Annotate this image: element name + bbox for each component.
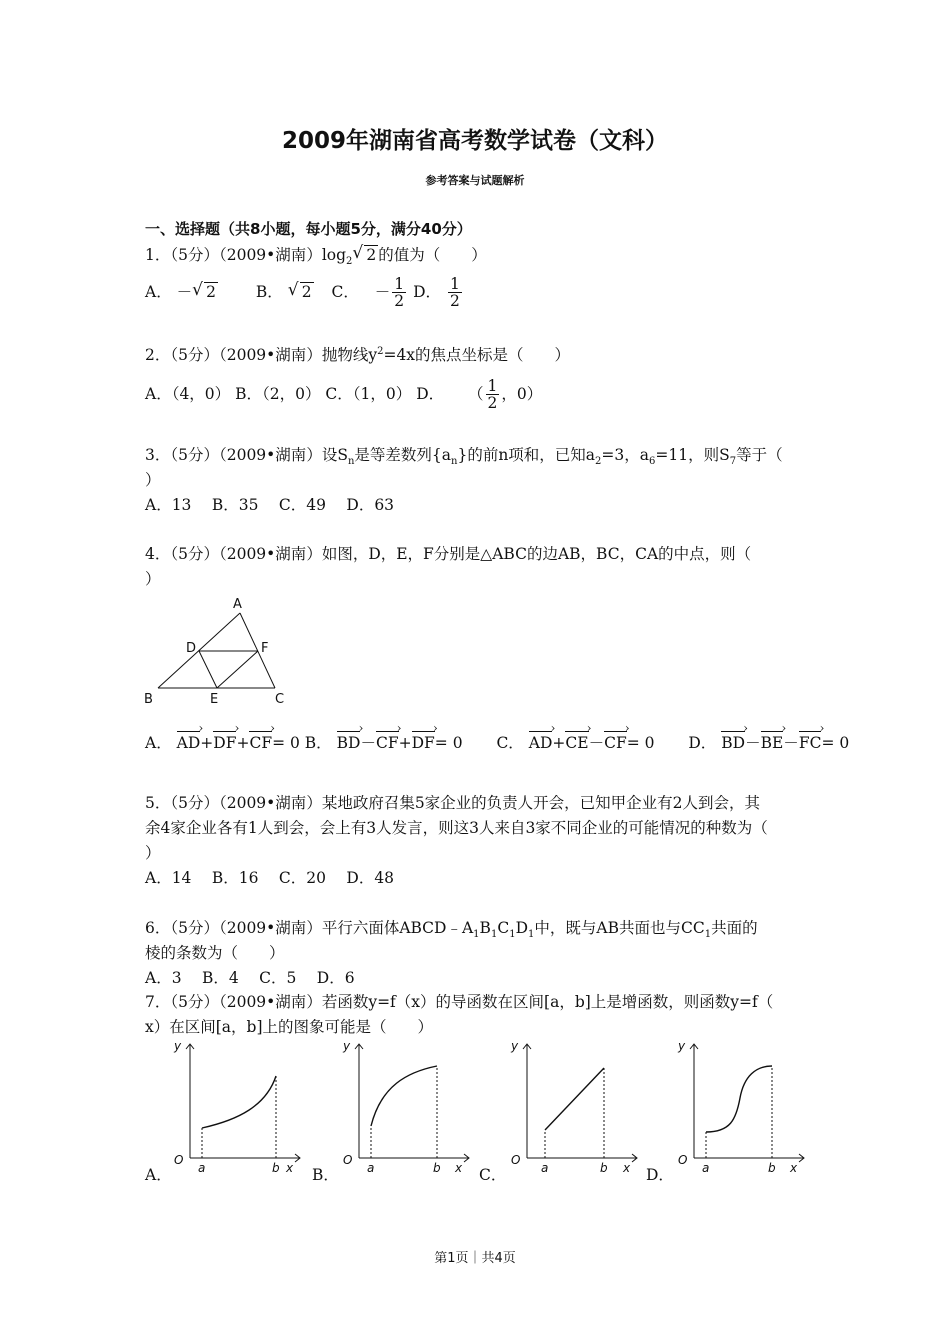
- question-5-line-1: 5．（5分）（2009•湖南）某地政府召集5家企业的负责人开会，已知甲企业有2人到会，其: [145, 794, 761, 812]
- svg-text:b: b: [433, 1161, 441, 1175]
- option-b: B．: [304, 734, 332, 752]
- label-a: A: [233, 597, 242, 612]
- svg-text:a: a: [367, 1161, 375, 1175]
- triangle-figure: [140, 595, 300, 710]
- svg-text:b: b: [768, 1161, 776, 1175]
- option-d: D．: [688, 734, 717, 752]
- option-a: A．（4，0）: [145, 384, 231, 403]
- option-b: B．（2，0）: [235, 384, 321, 403]
- question-1-stem: 1．（5分）（2009•湖南）$\log_2√$ 2 的值为（ ）: [145, 243, 487, 267]
- question-3-stem-end: ）: [145, 471, 161, 489]
- label-e: E: [210, 692, 219, 707]
- segment-de: [199, 651, 217, 688]
- option-a: A．: [145, 734, 172, 752]
- label-c: C: [275, 692, 285, 707]
- option-c: C．: [479, 1166, 507, 1184]
- svg-text:y: y: [511, 1039, 519, 1053]
- svg-text:x: x: [790, 1161, 798, 1175]
- option-b: B．: [255, 282, 283, 301]
- question-4-stem-end: ）: [145, 570, 161, 588]
- section-heading: 一、选择题（共8小题，每小题5分，满分40分）: [145, 220, 472, 238]
- option-b: B．: [312, 1166, 339, 1184]
- svg-text:x: x: [286, 1161, 294, 1175]
- label-d: D: [186, 641, 197, 656]
- option-a: A．: [145, 282, 172, 301]
- question-5-options: A．14 B．16 C．20 D．48: [145, 869, 395, 887]
- label-b: B: [144, 692, 153, 707]
- graph-c: [505, 1038, 645, 1178]
- label-f: F: [261, 641, 269, 656]
- svg-text:b: b: [272, 1161, 280, 1175]
- question-7-line-1: 7．（5分）（2009•湖南）若函数y=f（x）的导函数在区间[a，b]上是增函数，则函数y=f（: [145, 993, 774, 1011]
- question-6-options: A．3 B．4 C．5 D．6: [145, 969, 355, 987]
- graph-b: [337, 1038, 477, 1178]
- svg-text:y: y: [678, 1039, 686, 1053]
- page-footer: 第1页｜共4页: [434, 1251, 516, 1266]
- svg-text:x: x: [455, 1161, 463, 1175]
- question-3-stem: 3．（5分）（2009•湖南）设$S_n$是等差数列$\{a_n\}$的前n项和，已知$a_2=3$，$a_6=11$，则$S_7$等于（: [145, 446, 783, 468]
- question-2-stem: 2．（5分）（2009•湖南）抛物线$y^2=4x$的焦点坐标是（ ）: [145, 345, 571, 364]
- graph-d: [672, 1038, 812, 1178]
- question-6-line-1: 6．（5分）（2009•湖南）平行六面体$ABCD﹣A_1B_1C_1D_1$中，既与AB共面也与$CC_1$共面的: [145, 919, 758, 941]
- option-c: C．: [496, 734, 524, 752]
- segment-ef: [217, 651, 258, 688]
- svg-text:O: O: [511, 1153, 521, 1167]
- option-c: C．（1，0）: [325, 384, 412, 403]
- svg-text:O: O: [343, 1153, 353, 1167]
- option-d: D．: [416, 384, 445, 403]
- option-a: A．: [145, 1166, 172, 1184]
- question-4-stem: 4．（5分）（2009•湖南）如图，D，E，F分别是△ABC的边AB，BC，CA的中点，则（: [145, 545, 752, 563]
- question-5-line-3: ）: [145, 844, 161, 862]
- svg-text:a: a: [198, 1161, 206, 1175]
- svg-text:a: a: [541, 1161, 549, 1175]
- option-d: D．: [646, 1166, 674, 1184]
- svg-text:O: O: [174, 1153, 184, 1167]
- svg-text:a: a: [702, 1161, 710, 1175]
- svg-text:x: x: [623, 1161, 631, 1175]
- question-7-line-2: x）在区间[a，b]上的图象可能是（ ）: [145, 1018, 433, 1036]
- option-d: D．: [413, 282, 441, 301]
- page-subtitle: 参考答案与试题解析: [425, 174, 525, 187]
- svg-text:b: b: [600, 1161, 608, 1175]
- question-6-line-2: 棱的条数为（ ）: [145, 944, 285, 962]
- question-2-options: A．（4，0） B．（2，0） C．（1，0） D． （ $\frac{1}{2}$ ，0）: [145, 377, 543, 412]
- svg-text:y: y: [174, 1039, 182, 1053]
- question-4-options: A． AD ›+DF ›+CF ›= 0 B． BD ›－CF ›+DF ›= 0 C． AD ›+CE ›－CF ›= 0 D． BD ›－BE ›－FC ›= 0: [145, 731, 849, 753]
- svg-text:O: O: [678, 1153, 688, 1167]
- question-3-options: A．13 B．35 C．49 D．63: [145, 496, 395, 514]
- page-title: 2009年湖南省高考数学试卷（文科）: [281, 128, 668, 154]
- question-5-line-2: 余4家企业各有1人到会，会上有3人发言，则这3人来自3家不同企业的可能情况的种数为（: [145, 819, 768, 837]
- question-1-options: A． －√ 2 B． √ 2 C． － $\frac{1}{2}$ D． $\frac{1}{2}$: [145, 276, 464, 309]
- graph-a: [168, 1038, 308, 1178]
- svg-text:y: y: [343, 1039, 351, 1053]
- option-c: C．: [331, 282, 359, 301]
